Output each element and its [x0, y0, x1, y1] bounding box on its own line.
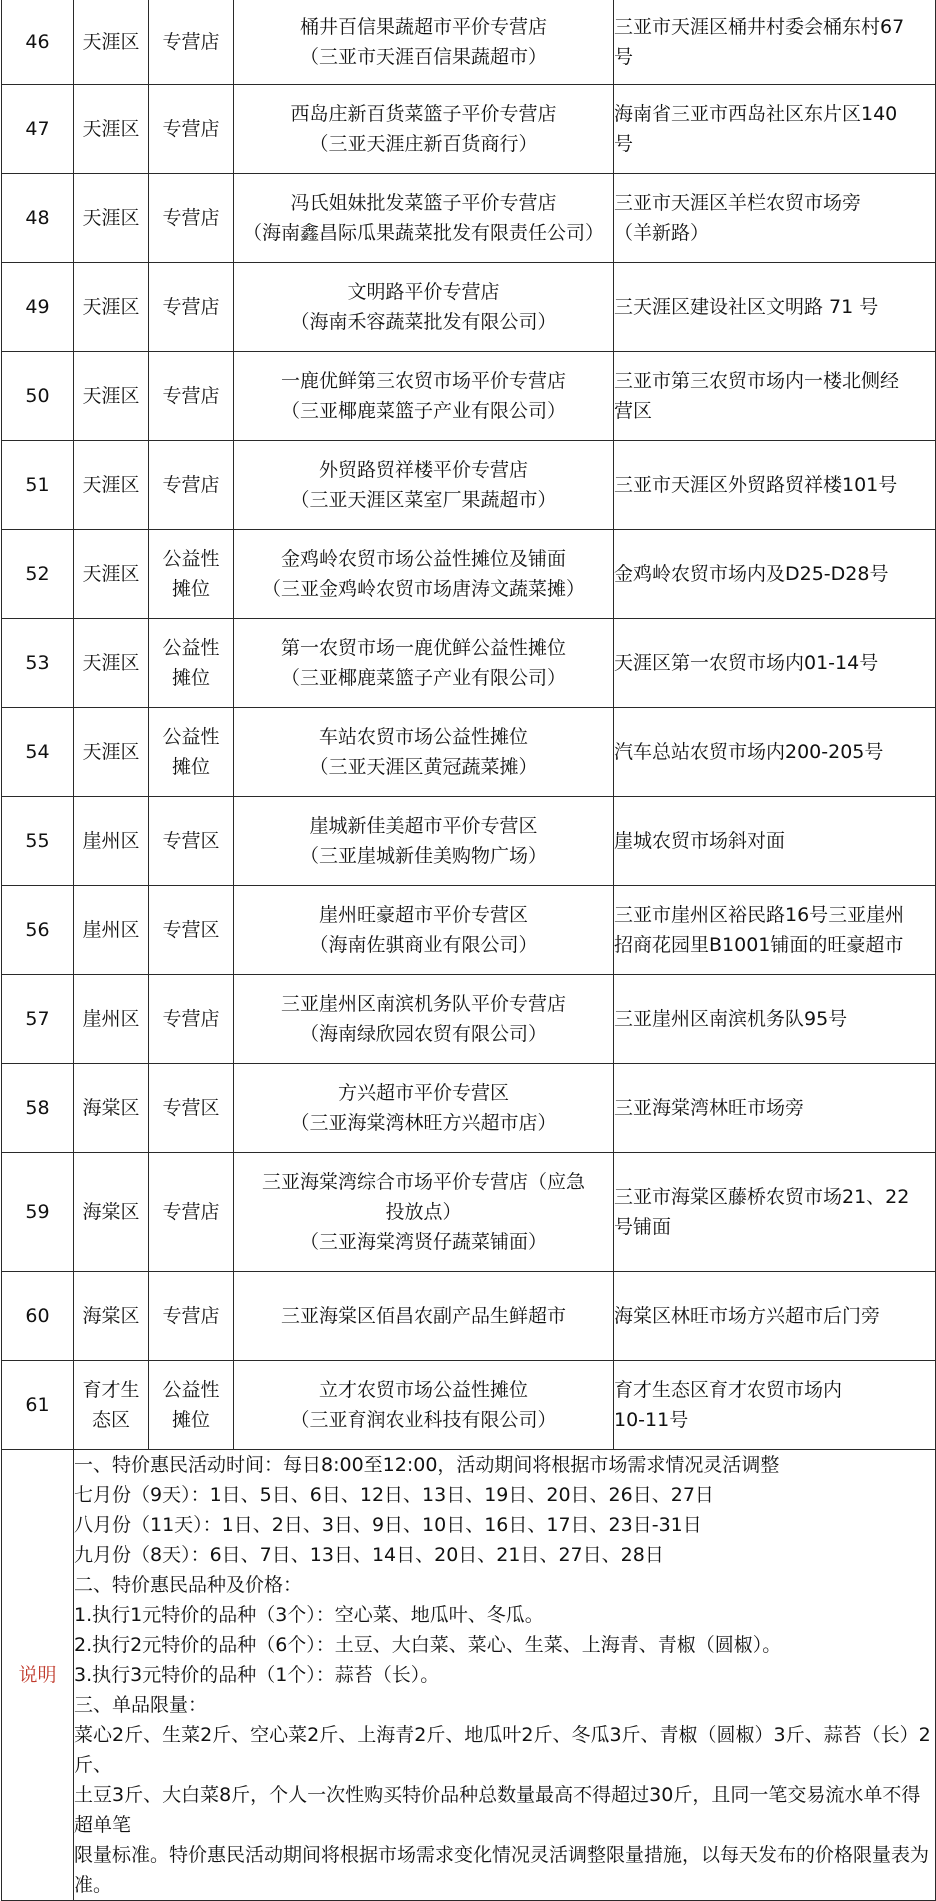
store-name-line: 三亚海棠湾综合市场平价专营店（应急: [261, 1171, 585, 1193]
store-type-line: 专营区: [162, 830, 220, 852]
address-line: 育才生态区育才农贸市场内: [614, 1379, 843, 1401]
store-name-line: 第一农贸市场一鹿优鲜公益性摊位: [280, 637, 566, 659]
store-type-cell: [149, 975, 234, 1064]
store-name-line: 投放点）: [385, 1201, 462, 1223]
store-name-line: （三亚天涯区菜室厂果蔬超市）: [290, 489, 557, 511]
address-cell: [614, 708, 936, 797]
address-line: （羊新路）: [614, 222, 710, 244]
district-cell: 天涯区: [74, 174, 149, 263]
store-type-cell: [149, 85, 234, 174]
store-type-cell: [149, 1064, 234, 1153]
address-line: 10-11号: [614, 1409, 689, 1431]
store-type-line: 摊位: [171, 756, 210, 778]
table-row: [2, 1153, 936, 1272]
district-cell: [74, 1361, 149, 1450]
district-cell: 天涯区: [74, 263, 149, 352]
table-row: [2, 708, 936, 797]
notes-row: [2, 1450, 936, 1901]
district-cell: 海棠区: [74, 1064, 149, 1153]
address-cell: [614, 1272, 936, 1361]
table-row: [2, 1064, 936, 1153]
store-name-cell: [234, 1272, 614, 1361]
store-type-cell: [149, 1361, 234, 1450]
address-line: 三亚市天涯区羊栏农贸市场旁: [614, 192, 862, 214]
store-name-line: （三亚天涯庄新百货商行）: [309, 133, 538, 155]
store-name-cell: [234, 263, 614, 352]
store-name-cell: [234, 0, 614, 85]
row-number: 55: [2, 797, 74, 886]
district-line: 态区: [91, 1409, 130, 1431]
store-type-cell: [149, 619, 234, 708]
store-name-line: 崖城新佳美超市平价专营区: [309, 815, 538, 837]
store-type-line: 公益性: [162, 548, 220, 570]
row-number: 49: [2, 263, 74, 352]
address-cell: [614, 886, 936, 975]
district-cell: 海棠区: [74, 1272, 149, 1361]
store-name-line: 三亚海棠区佰昌农副产品生鲜超市: [280, 1305, 566, 1327]
store-type-cell: [149, 352, 234, 441]
table-row: [2, 352, 936, 441]
store-type-line: 专营店: [162, 1201, 220, 1223]
store-name-line: 一鹿优鲜第三农贸市场平价专营店: [280, 370, 566, 392]
note-line: 一、特价惠民活动时间：每日8:00至12:00，活动期间将根据市场需求情况灵活调整: [74, 1454, 780, 1476]
store-name-line: （三亚椰鹿菜篮子产业有限公司）: [280, 667, 566, 689]
address-line: 三天涯区建设社区文明路 71 号: [614, 296, 879, 318]
address-line: 三亚海棠湾林旺市场旁: [614, 1097, 805, 1119]
address-line: 三亚崖州区南滨机务队95号: [614, 1008, 848, 1030]
store-name-line: 桶井百信果蔬超市平价专营店: [299, 16, 547, 38]
address-cell: [614, 85, 936, 174]
note-line: 七月份（9天）：1日、5日、6日、12日、13日、19日、20日、26日、27日: [74, 1484, 714, 1506]
store-name-line: （三亚海棠湾贤仔蔬菜铺面）: [299, 1231, 547, 1253]
store-name-line: 三亚崖州区南滨机务队平价专营店: [280, 993, 566, 1015]
store-type-line: 专营店: [162, 207, 220, 229]
address-cell: [614, 352, 936, 441]
store-type-cell: [149, 263, 234, 352]
store-type-line: 专营店: [162, 474, 220, 496]
store-type-cell: [149, 708, 234, 797]
note-line: 限量标准。特价惠民活动期间将根据市场需求变化情况灵活调整限量措施，以每天发布的价格限量表为准。: [74, 1844, 930, 1896]
district-cell: 天涯区: [74, 85, 149, 174]
table-row: [2, 0, 936, 85]
row-number: 57: [2, 975, 74, 1064]
note-line: 菜心2斤、生菜2斤、空心菜2斤、上海青2斤、地瓜叶2斤、冬瓜3斤、青椒（圆椒）3斤、蒜苔（长）2斤、: [74, 1724, 931, 1776]
district-cell: 天涯区: [74, 352, 149, 441]
store-type-cell: [149, 1272, 234, 1361]
note-line: 三、单品限量：: [74, 1694, 208, 1716]
note-line: 八月份（11天）：1日、2日、3日、9日、10日、16日、17日、23日-31日: [74, 1514, 702, 1536]
store-name-line: 冯氏姐妹批发菜篮子平价专营店: [290, 192, 557, 214]
store-name-cell: [234, 174, 614, 263]
table-row: [2, 797, 936, 886]
store-type-cell: [149, 797, 234, 886]
address-cell: [614, 263, 936, 352]
store-name-cell: [234, 797, 614, 886]
store-name-line: 立才农贸市场公益性摊位: [318, 1379, 528, 1401]
district-cell: 崖州区: [74, 886, 149, 975]
table-row: [2, 174, 936, 263]
store-name-line: 文明路平价专营店: [347, 281, 500, 303]
store-name-cell: [234, 352, 614, 441]
note-line: 九月份（8天）：6日、7日、13日、14日、20日、21日、27日、28日: [74, 1544, 664, 1566]
store-type-line: 摊位: [171, 1409, 210, 1431]
store-name-cell: [234, 530, 614, 619]
row-number: 46: [2, 0, 74, 85]
row-number: 54: [2, 708, 74, 797]
district-cell: 崖州区: [74, 797, 149, 886]
address-line: 天涯区第一农贸市场内01-14号: [614, 652, 879, 674]
store-type-line: 专营店: [162, 31, 220, 53]
store-type-cell: [149, 441, 234, 530]
store-name-line: 金鸡岭农贸市场公益性摊位及铺面: [280, 548, 566, 570]
store-name-line: （三亚天涯区黄冠蔬菜摊）: [309, 756, 538, 778]
note-line: 二、特价惠民品种及价格：: [74, 1574, 303, 1596]
store-name-line: （海南禾容蔬菜批发有限公司）: [290, 311, 557, 333]
store-name-cell: [234, 85, 614, 174]
address-cell: [614, 1361, 936, 1450]
address-cell: [614, 1153, 936, 1272]
address-cell: [614, 0, 936, 85]
store-name-line: （三亚育润农业科技有限公司）: [290, 1409, 557, 1431]
table-row: [2, 85, 936, 174]
store-type-line: 专营店: [162, 118, 220, 140]
address-line: 招商花园里B1001铺面的旺豪超市: [614, 934, 904, 956]
store-type-cell: [149, 886, 234, 975]
notes-body: [74, 1450, 936, 1901]
store-name-cell: [234, 886, 614, 975]
store-name-line: （三亚椰鹿菜篮子产业有限公司）: [280, 400, 566, 422]
table-row: [2, 619, 936, 708]
district-cell: 海棠区: [74, 1153, 149, 1272]
row-number: 56: [2, 886, 74, 975]
address-line: 三亚市海棠区藤桥农贸市场21、22: [614, 1186, 910, 1208]
row-number: 52: [2, 530, 74, 619]
address-line: 海棠区林旺市场方兴超市后门旁: [614, 1305, 881, 1327]
table-row: [2, 1272, 936, 1361]
store-name-line: 车站农贸市场公益性摊位: [318, 726, 528, 748]
store-list-table: [1, 0, 936, 1901]
store-type-line: 公益性: [162, 1379, 220, 1401]
district-cell: 天涯区: [74, 708, 149, 797]
store-type-line: 专营区: [162, 1097, 220, 1119]
note-line: 土豆3斤、大白菜8斤，个人一次性购买特价品种总数量最高不得超过30斤，且同一笔交易流水单不得超单笔: [74, 1784, 921, 1836]
store-name-line: （三亚海棠湾林旺方兴超市店）: [290, 1112, 557, 1134]
notes-label: 说明: [2, 1450, 74, 1901]
district-cell: 天涯区: [74, 530, 149, 619]
address-cell: [614, 619, 936, 708]
note-line: 3.执行3元特价的品种（1个）：蒜苔（长）。: [74, 1664, 440, 1686]
address-line: 三亚市天涯区桶井村委会桶东村67: [614, 16, 905, 38]
store-type-line: 专营区: [162, 919, 220, 941]
store-type-line: 专营店: [162, 1305, 220, 1327]
table-row: [2, 441, 936, 530]
store-name-line: （三亚市天涯百信果蔬超市）: [299, 46, 547, 68]
address-line: 金鸡岭农贸市场内及D25-D28号: [614, 563, 889, 585]
store-name-cell: [234, 1064, 614, 1153]
note-line: 1.执行1元特价的品种（3个）：空心菜、地瓜叶、冬瓜。: [74, 1604, 544, 1626]
table-row: [2, 1361, 936, 1450]
store-type-line: 摊位: [171, 667, 210, 689]
address-line: 汽车总站农贸市场内200-205号: [614, 741, 884, 763]
store-name-cell: [234, 619, 614, 708]
store-type-cell: [149, 0, 234, 85]
address-cell: [614, 797, 936, 886]
row-number: 60: [2, 1272, 74, 1361]
district-cell: 天涯区: [74, 0, 149, 85]
store-name-cell: [234, 1153, 614, 1272]
store-name-line: （海南佐骐商业有限公司）: [309, 934, 538, 956]
address-cell: [614, 530, 936, 619]
row-number: 61: [2, 1361, 74, 1450]
address-line: 三亚市第三农贸市场内一楼北侧经: [614, 370, 900, 392]
address-line: 号: [614, 46, 634, 68]
address-line: 崖城农贸市场斜对面: [614, 830, 786, 852]
table-row: [2, 975, 936, 1064]
district-line: 育才生: [82, 1379, 140, 1401]
address-line: 三亚市崖州区裕民路16号三亚崖州: [614, 904, 905, 926]
store-name-line: 方兴超市平价专营区: [337, 1082, 509, 1104]
row-number: 51: [2, 441, 74, 530]
store-name-line: 崖州旺豪超市平价专营区: [318, 904, 528, 926]
store-name-line: 西岛庄新百货菜篮子平价专营店: [290, 103, 557, 125]
row-number: 50: [2, 352, 74, 441]
store-name-line: 外贸路贸祥楼平价专营店: [318, 459, 528, 481]
store-name-cell: [234, 708, 614, 797]
table-row: [2, 886, 936, 975]
address-line: 海南省三亚市西岛社区东片区140: [614, 103, 898, 125]
address-cell: [614, 1064, 936, 1153]
store-name-cell: [234, 441, 614, 530]
row-number: 53: [2, 619, 74, 708]
store-list-body: [2, 0, 936, 1901]
address-line: 号: [614, 133, 634, 155]
note-line: 2.执行2元特价的品种（6个）：土豆、大白菜、菜心、生菜、上海青、青椒（圆椒）。: [74, 1634, 782, 1656]
store-type-cell: [149, 174, 234, 263]
row-number: 47: [2, 85, 74, 174]
store-type-cell: [149, 530, 234, 619]
store-name-cell: [234, 1361, 614, 1450]
table-row: [2, 263, 936, 352]
store-name-line: （三亚金鸡岭农贸市场唐涛文蔬菜摊）: [261, 578, 585, 600]
store-name-cell: [234, 975, 614, 1064]
store-type-line: 专营店: [162, 296, 220, 318]
row-number: 58: [2, 1064, 74, 1153]
store-name-line: （海南鑫昌际瓜果蔬菜批发有限责任公司）: [242, 222, 604, 244]
district-cell: 天涯区: [74, 441, 149, 530]
store-type-line: 专营店: [162, 1008, 220, 1030]
store-type-line: 摊位: [171, 578, 210, 600]
address-cell: [614, 441, 936, 530]
district-cell: 崖州区: [74, 975, 149, 1064]
row-number: 59: [2, 1153, 74, 1272]
table-row: [2, 530, 936, 619]
store-type-line: 专营店: [162, 385, 220, 407]
store-name-line: （海南绿欣园农贸有限公司）: [299, 1023, 547, 1045]
address-line: 营区: [614, 400, 653, 422]
address-line: 三亚市天涯区外贸路贸祥楼101号: [614, 474, 898, 496]
address-line: 号铺面: [614, 1216, 672, 1238]
store-name-line: （三亚崖城新佳美购物广场）: [299, 845, 547, 867]
address-cell: [614, 174, 936, 263]
store-type-line: 公益性: [162, 726, 220, 748]
row-number: 48: [2, 174, 74, 263]
store-type-line: 公益性: [162, 637, 220, 659]
address-cell: [614, 975, 936, 1064]
store-type-cell: [149, 1153, 234, 1272]
district-cell: 天涯区: [74, 619, 149, 708]
